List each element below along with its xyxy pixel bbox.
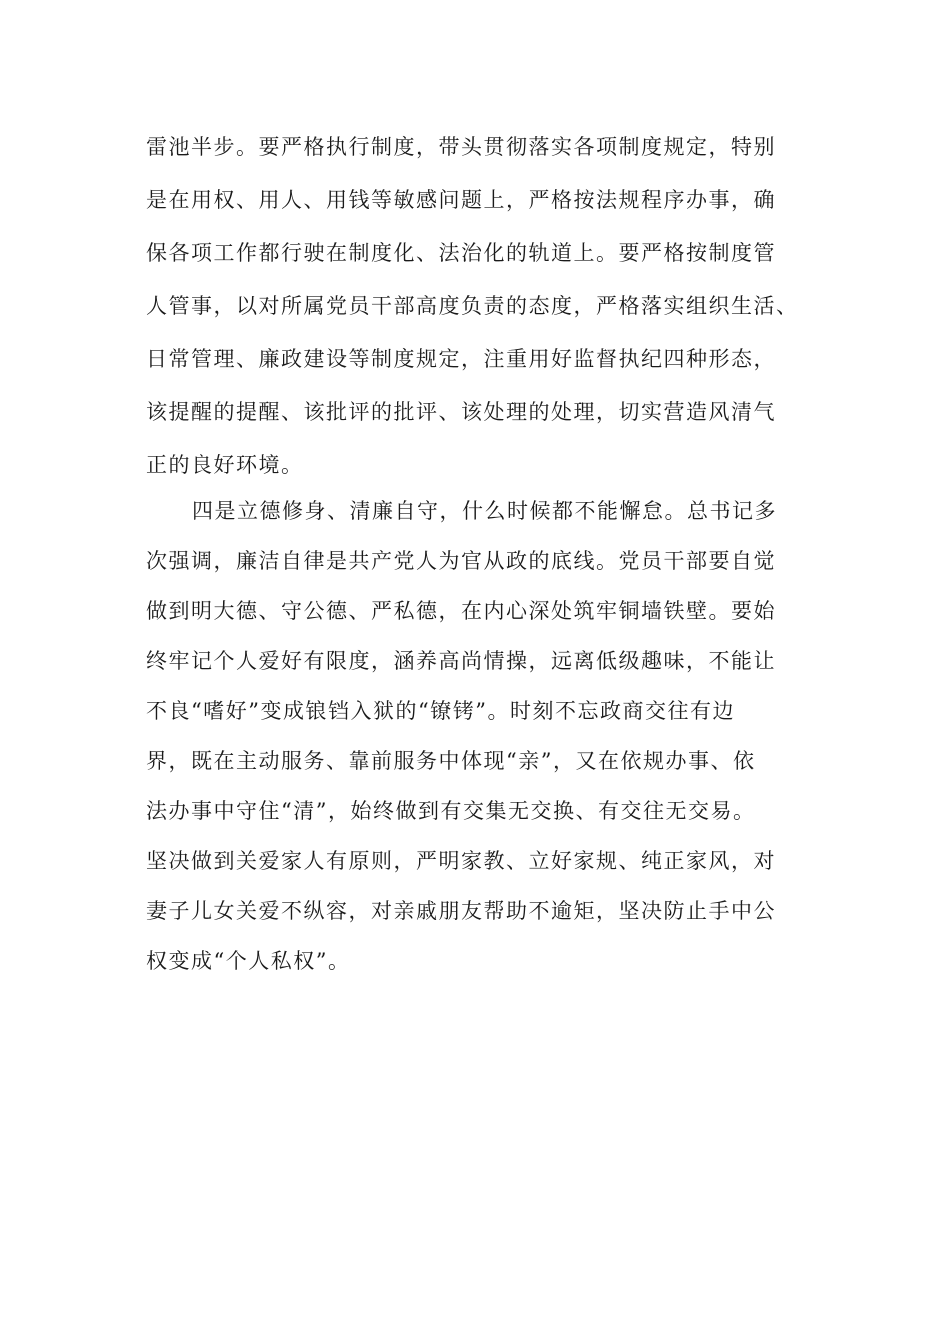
paragraph-line: 四是立德修身、清廉自守，什么时候都不能懈怠。总书记多 [192, 499, 777, 523]
paragraph-line: 坚决做到关爱家人有原则，严明家教、立好家规、纯正家风，对 [146, 849, 776, 873]
paragraph-line: 该提醒的提醒、该批评的批评、该处理的处理，切实营造风清气 [146, 400, 776, 424]
paragraph-line: 日常管理、廉政建设等制度规定，注重用好监督执纪四种形态， [146, 347, 776, 371]
paragraph-line: 做到明大德、守公德、严私德，在内心深处筑牢铜墙铁壁。要始 [146, 599, 776, 623]
paragraph-line: 正的良好环境。 [146, 453, 304, 477]
paragraph-line: 法办事中守住“清”，始终做到有交集无交换、有交往无交易。 [146, 799, 756, 823]
paragraph-line: 终牢记个人爱好有限度，涵养高尚情操，远离低级趣味，不能让 [146, 649, 776, 673]
paragraph-line: 雷池半步。要严格执行制度，带头贯彻落实各项制度规定，特别 [146, 135, 776, 159]
paragraph-line: 权变成“个人私权”。 [146, 949, 351, 973]
paragraph-line: 不良“嗜好”变成锒铛入狱的“镣铐”。时刻不忘政商交往有边 [146, 699, 735, 723]
paragraph-line: 妻子儿女关爱不纵容，对亲戚朋友帮助不逾矩，坚决防止手中公 [146, 899, 776, 923]
paragraph-line: 人管事，以对所属党员干部高度负责的态度，严格落实组织生活、 [146, 294, 799, 318]
paragraph-line: 界，既在主动服务、靠前服务中体现“亲”，又在依规办事、依 [146, 749, 756, 773]
paragraph-line: 是在用权、用人、用钱等敏感问题上，严格按法规程序办事，确 [146, 188, 776, 212]
paragraph-line: 保各项工作都行驶在制度化、法治化的轨道上。要严格按制度管 [146, 241, 776, 265]
paragraph-line: 次强调，廉洁自律是共产党人为官从政的底线。党员干部要自觉 [146, 549, 776, 573]
